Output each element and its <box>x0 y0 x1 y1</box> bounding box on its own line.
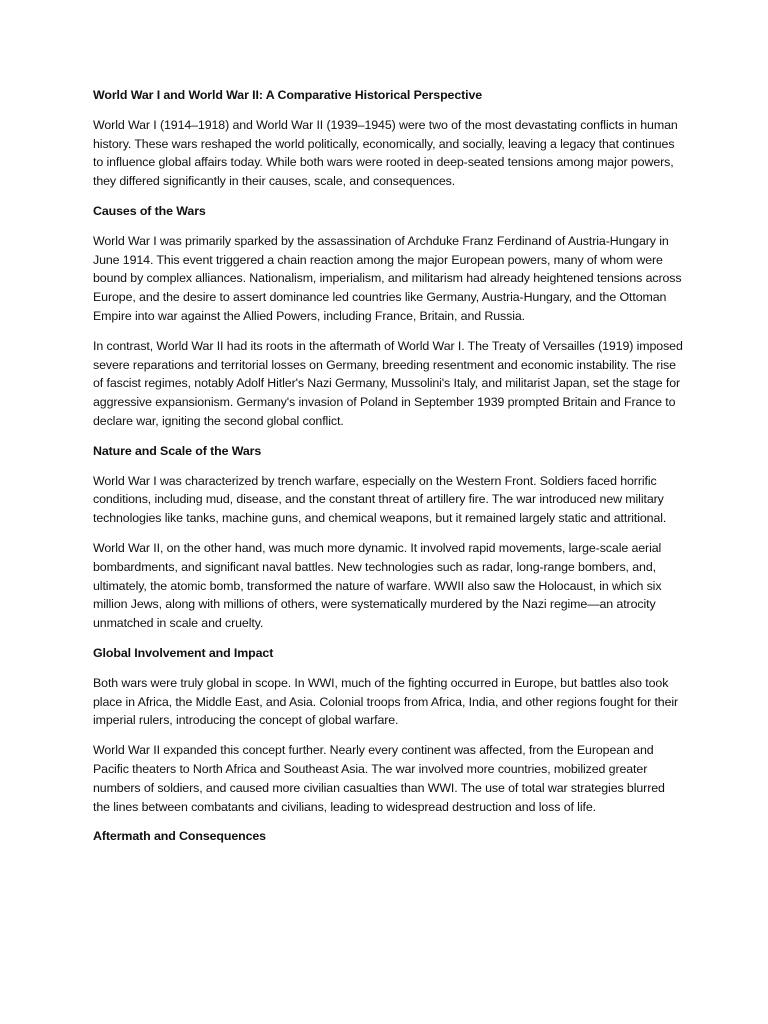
paragraph: Both wars were truly global in scope. In WWI, much of the fighting occurred in Europe, but battles also took place in Africa, the Middle East, and Asia. Colonial troops from Africa, India, and other regions fought for their imperial rulers, introducing the concept of global warfare. <box>93 675 679 728</box>
paragraph: World War I was characterized by trench warfare, especially on the Western Front. Soldiers faced horrific conditions, including mud, disease, and the constant threat of artillery fire. The war introduced new military technologies like tanks, machine guns, and chemical weapons, but it remained largely static and attritional. <box>93 473 667 526</box>
document-title: World War I and World War II: A Comparative Historical Perspective <box>93 88 483 102</box>
section-heading-causes: Causes of the Wars <box>93 203 206 218</box>
section-heading-nature-scale: Nature and Scale of the Wars <box>93 443 262 458</box>
section-heading-aftermath: Aftermath and Consequences <box>93 829 266 844</box>
paragraph: World War II expanded this concept further. Nearly every continent was affected, from the European and Pacific theaters to North Africa and Southeast Asia. The war involved more countries, mobilized greater numbers of soldiers, and caused more civilian casualties than WWI. The use of total war strategies blurred the lines between combatants and civilians, leading to widespread destruction and loss of life. <box>93 743 665 814</box>
intro-paragraph: World War I (1914–1918) and World War II (1939–1945) were two of the most devastating conflicts in human history. These wars reshaped the world politically, economically, and socially, leaving a legacy that continues to influence global affairs today. While both wars were rooted in deep-seated tensions among major powers, they differed significantly in their causes, scale, and consequences. <box>93 117 678 189</box>
paragraph: World War II, on the other hand, was much more dynamic. It involved rapid movements, large-scale aerial bombardments, and significant naval battles. New technologies such as radar, long-range bombers, and, ultimately, the atomic bomb, transformed the nature of warfare. WWII also saw the Holocaust, in which six million Jews, along with millions of others, were systematically murdered by the Nazi regime—an atrocity unmatched in scale and cruelty. <box>93 540 662 631</box>
document-page <box>93 86 683 857</box>
paragraph: In contrast, World War II had its roots in the aftermath of World War I. The Treaty of Versailles (1919) imposed severe reparations and territorial losses on Germany, breeding resentment and economic instability. The rise of fascist regimes, notably Adolf Hitler's Nazi Germany, Mussolini's Italy, and militarist Japan, set the stage for aggressive expansionism. Germany's invasion of Poland in September 1939 prompted Britain and France to declare war, igniting the second global conflict. <box>93 338 683 428</box>
section-heading-global-involvement: Global Involvement and Impact <box>93 645 274 660</box>
paragraph: World War I was primarily sparked by the assassination of Archduke Franz Ferdinand of Austria-Hungary in June 1914. This event triggered a chain reaction among the major European powers, many of whom were bound by complex alliances. Nationalism, imperialism, and militarism had already heightened tensions across Europe, and the desire to assert dominance led countries like Germany, Austria-Hungary, and the Ottoman Empire into war against the Allied Powers, including France, Britain, and Russia. <box>93 233 682 323</box>
